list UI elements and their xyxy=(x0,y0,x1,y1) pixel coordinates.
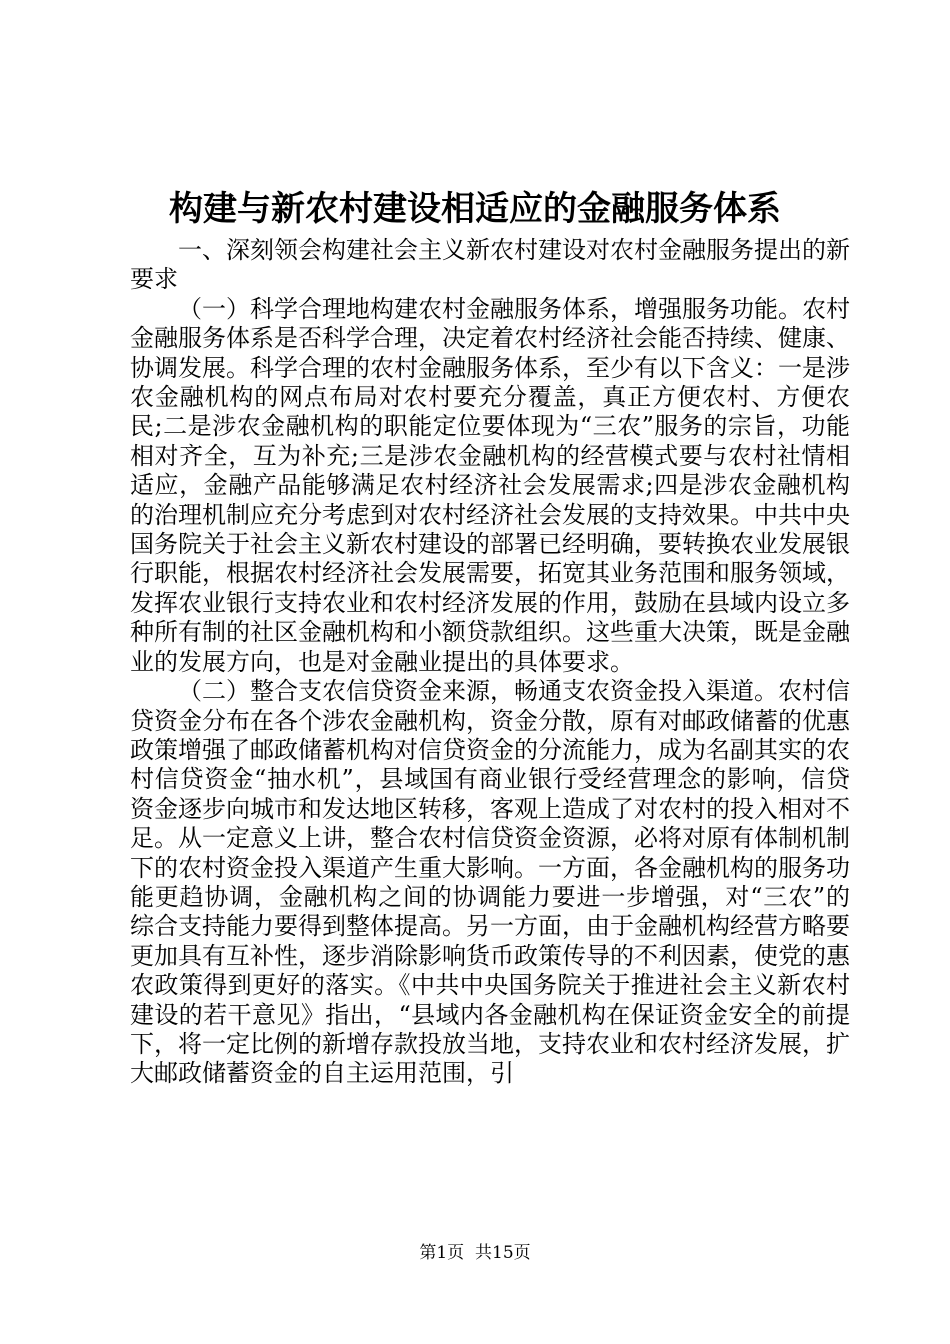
section-heading: 一、深刻领会构建社会主义新农村建设对农村金融服务提出的新要求 xyxy=(130,236,850,294)
page-number: 第1页 xyxy=(419,1243,465,1263)
document-title: 构建与新农村建设相适应的金融服务体系 xyxy=(169,189,781,229)
paragraph: （一）科学合理地构建农村金融服务体系，增强服务功能。农村金融服务体系是否科学合理，决定着农村经济社会能否持续、健康、协调发展。科学合理的农村金融服务体系，至少有以下含义：一是涉农金融机构的网点布局对农村要充分覆盖，真正方便农村、方便农民;二是涉农金融机构的职能定位要体现为“三农”服务的宗旨，功能相对齐全，互为补充;三是涉农金融机构的经营模式要与农村社情相适应，金融产品能够满足农村经济社会发展需求;四是涉农金融机构的治理机制应充分考虑到对农村经济社会发展的支持效果。中共中央国务院关于社会主义新农村建设的部署已经明确，要转换农业发展银行职能，根据农村经济社会发展需要，拓宽其业务范围和服务领域，发挥农业银行支持农业和农村经济发展的作用，鼓励在县域内设立多种所有制的社区金融机构和小额贷款组织。这些重大决策，既是金融业的发展方向，也是对金融业提出的具体要求。 xyxy=(130,294,850,676)
page-footer xyxy=(0,1241,950,1265)
document-body xyxy=(130,236,850,1089)
page-total: 共15页 xyxy=(475,1243,531,1263)
paragraph: （二）整合支农信贷资金来源，畅通支农资金投入渠道。农村信贷资金分布在各个涉农金融机构，资金分散，原有对邮政储蓄的优惠政策增强了邮政储蓄机构对信贷资金的分流能力，成为名副其实的农村信贷资金“抽水机”，县域国有商业银行受经营理念的影响，信贷资金逐步向城市和发达地区转移，客观上造成了对农村的投入相对不足。从一定意义上讲，整合农村信贷资金资源，必将对原有体制机制下的农村资金投入渠道产生重大影响。一方面，各金融机构的服务功能更趋协调，金融机构之间的协调能力要进一步增强，对“三农”的综合支持能力要得到整体提高。另一方面，由于金融机构经营方略要更加具有互补性，逐步消除影响货币政策传导的不利因素，使党的惠农政策得到更好的落实。《中共中央国务院关于推进社会主义新农村建设的若干意见》指出，“县域内各金融机构在保证资金安全的前提下，将一定比例的新增存款投放当地，支持农业和农村经济发展，扩大邮政储蓄资金的自主运用范围，引 xyxy=(130,677,850,1088)
footer-separator xyxy=(464,1243,475,1263)
